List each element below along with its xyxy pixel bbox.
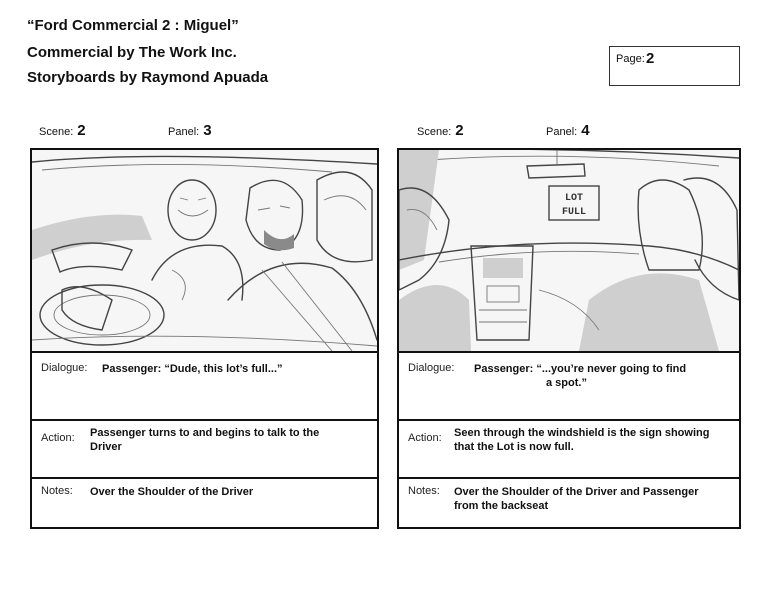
panel-label: Panel: — [168, 126, 200, 138]
action-line-1: Passenger turns to and begins to talk to the — [90, 427, 320, 439]
page-label: Page: — [616, 53, 645, 65]
dialogue-text: Passenger: “Dude, this lot’s full...” — [102, 363, 283, 375]
commercial-credit: Commercial by The Work Inc. — [27, 44, 237, 61]
storyboard-credit: Storyboards by Raymond Apuada — [27, 69, 269, 86]
action-line-2: Driver — [90, 441, 122, 453]
dialogue-label: Dialogue: — [408, 362, 455, 374]
action-row — [32, 421, 377, 479]
action-row — [399, 421, 739, 479]
storyboard-title: “Ford Commercial 2 : Miguel” — [27, 17, 239, 34]
dialogue-line-1: Passenger: “...you’re never going to find — [474, 363, 687, 375]
panel-sketch-frame — [32, 150, 377, 353]
scene-meta-1 — [39, 122, 86, 139]
scene-number: 2 — [455, 122, 464, 139]
notes-label: Notes: — [41, 485, 73, 497]
notes-text — [454, 485, 699, 513]
action-text — [454, 426, 709, 454]
scene-label: Scene: — [39, 126, 74, 138]
dialogue-row — [32, 353, 377, 421]
page-number-box — [609, 46, 740, 86]
scene-label: Scene: — [417, 126, 452, 138]
notes-row — [32, 479, 377, 527]
action-label: Action: — [41, 432, 75, 444]
notes-row — [399, 479, 739, 527]
action-text — [90, 426, 319, 454]
panel-label: Panel: — [546, 126, 578, 138]
scene-meta-2 — [417, 122, 464, 139]
page-number: 2 — [646, 50, 655, 67]
panel-sketch-frame — [399, 150, 739, 353]
notes-label: Notes: — [408, 485, 440, 497]
dialogue-row — [399, 353, 739, 421]
notes-text: Over the Shoulder of the Driver — [90, 486, 254, 498]
windshield-sketch — [399, 150, 739, 351]
notes-line-1: Over the Shoulder of the Driver and Passenger — [454, 486, 699, 498]
action-label: Action: — [408, 432, 442, 444]
panel-number: 3 — [203, 122, 212, 139]
notes-line-2: from the backseat — [454, 500, 549, 512]
dialogue-label: Dialogue: — [41, 362, 88, 374]
action-line-2: that the Lot is now full. — [454, 441, 574, 453]
dialogue-line-2: a spot.” — [546, 377, 587, 389]
storyboard-panel-3 — [30, 148, 379, 529]
scene-number: 2 — [77, 122, 86, 139]
car-interior-sketch — [32, 150, 377, 351]
sign-line-2: FULL — [561, 207, 587, 218]
panel-meta-2 — [546, 122, 590, 139]
panel-number: 4 — [581, 122, 590, 139]
action-line-1: Seen through the windshield is the sign showing — [454, 427, 710, 439]
storyboard-panel-4 — [397, 148, 741, 529]
sign-line-1: LOT — [564, 193, 584, 204]
panel-meta-1 — [168, 122, 212, 139]
